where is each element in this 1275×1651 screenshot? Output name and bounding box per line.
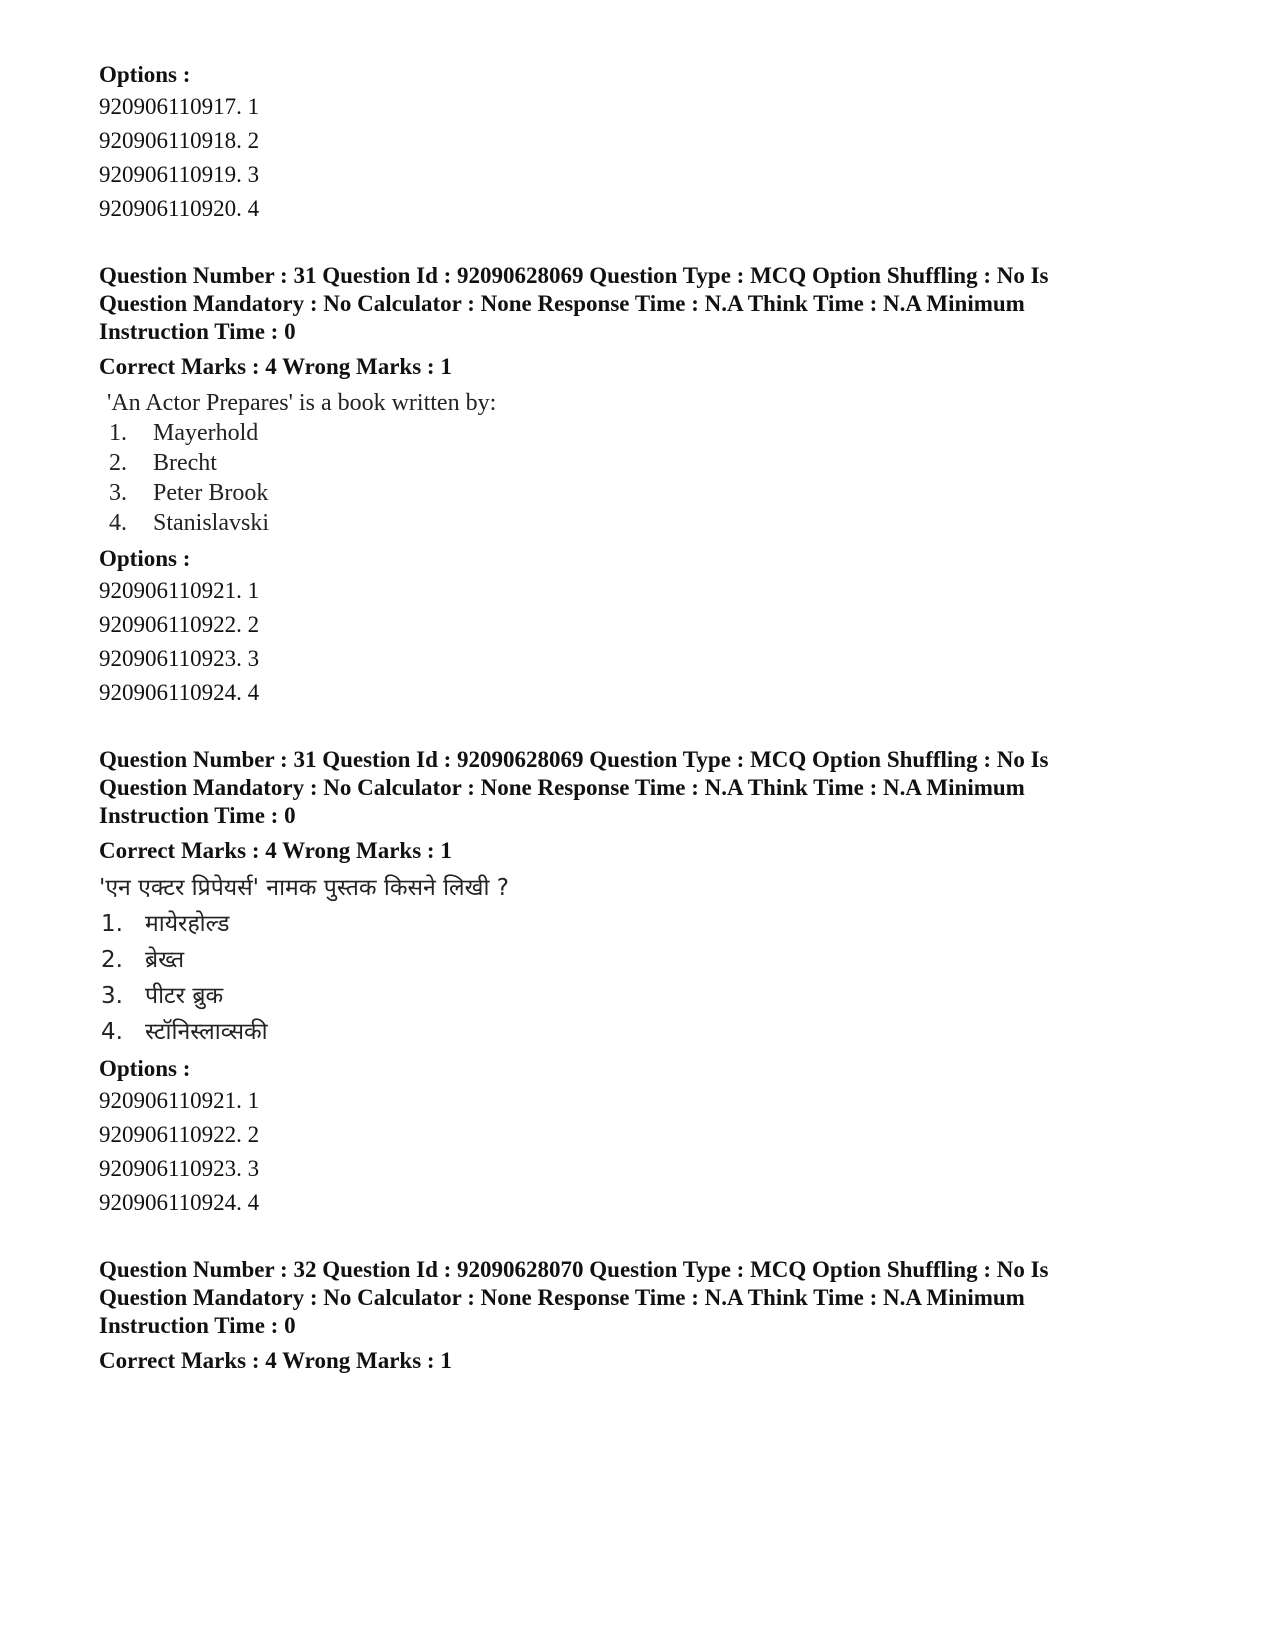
question-header	[99, 1256, 1179, 1340]
choice-item	[99, 978, 1179, 1014]
question-image-hi	[99, 870, 1179, 1050]
choice-text: ब्रेख्त	[145, 947, 185, 973]
choice-number: 4.	[101, 1019, 123, 1045]
question-image-en	[107, 388, 1179, 538]
question-stem: 'एन एक्टर प्रिपेयर्स' नामक पुस्तक किसने लिखी ?	[99, 875, 509, 901]
choice-text: Mayerhold	[153, 420, 259, 446]
option-line: 920906110922. 2	[99, 1122, 260, 1147]
question-header	[99, 262, 1179, 346]
choice-item	[107, 478, 1179, 508]
question-header-line: Question Number : 32 Question Id : 92090628070 Question Type : MCQ Option Shuffling : No Is	[99, 1257, 1049, 1282]
options-label: Options :	[99, 62, 191, 87]
choice-number: 1.	[101, 911, 123, 937]
choice-text: पीटर ब्रुक	[145, 983, 224, 1009]
option-line: 920906110917. 1	[99, 94, 260, 119]
question-header-line: Question Mandatory : No Calculator : None Response Time : N.A Think Time : N.A Minimum	[99, 775, 1025, 800]
options-label: Options :	[99, 546, 191, 571]
choice-item	[99, 942, 1179, 978]
choice-item	[107, 508, 1179, 538]
choice-item	[107, 448, 1179, 478]
option-line: 920906110921. 1	[99, 1088, 260, 1113]
option-line: 920906110921. 1	[99, 578, 260, 603]
choice-number: 3.	[101, 983, 123, 1009]
question-block-31-en	[99, 262, 1179, 710]
option-line: 920906110920. 4	[99, 196, 260, 221]
options-label: Options :	[99, 1056, 191, 1081]
question-block-32	[99, 1256, 1179, 1378]
option-line: 920906110919. 3	[99, 162, 260, 187]
option-line: 920906110923. 3	[99, 646, 260, 671]
option-line: 920906110918. 2	[99, 128, 260, 153]
option-line: 920906110923. 3	[99, 1156, 260, 1181]
document-page	[99, 60, 1179, 1378]
question-header-line: Question Number : 31 Question Id : 92090628069 Question Type : MCQ Option Shuffling : No Is	[99, 747, 1049, 772]
choice-item	[99, 1014, 1179, 1050]
marks-line: Correct Marks : 4 Wrong Marks : 1	[99, 838, 452, 863]
choice-text: स्टॉनिस्लाव्सकी	[145, 1019, 268, 1045]
choice-text: Brecht	[153, 450, 217, 476]
choice-item	[99, 906, 1179, 942]
option-line: 920906110924. 4	[99, 680, 260, 705]
option-line: 920906110922. 2	[99, 612, 260, 637]
question-header-line: Instruction Time : 0	[99, 319, 296, 344]
choice-number: 2.	[109, 450, 127, 476]
question-header	[99, 746, 1179, 830]
question-header-line: Question Number : 31 Question Id : 92090628069 Question Type : MCQ Option Shuffling : No Is	[99, 263, 1049, 288]
choice-item	[107, 418, 1179, 448]
marks-line: Correct Marks : 4 Wrong Marks : 1	[99, 354, 452, 379]
choice-text: Peter Brook	[153, 480, 269, 506]
choice-number: 4.	[109, 510, 127, 536]
question-stem: 'An Actor Prepares' is a book written by:	[107, 390, 497, 416]
question-header-line: Instruction Time : 0	[99, 1313, 296, 1338]
question-header-line: Question Mandatory : No Calculator : None Response Time : N.A Think Time : N.A Minimum	[99, 291, 1025, 316]
options-section-prev	[99, 60, 1179, 226]
option-line: 920906110924. 4	[99, 1190, 260, 1215]
choice-number: 2.	[101, 947, 123, 973]
choice-text: Stanislavski	[153, 510, 270, 536]
question-block-31-hi	[99, 746, 1179, 1220]
question-header-line: Question Mandatory : No Calculator : None Response Time : N.A Think Time : N.A Minimum	[99, 1285, 1025, 1310]
spacer	[99, 226, 1179, 262]
spacer	[99, 1220, 1179, 1256]
choice-number: 3.	[109, 480, 127, 506]
question-header-line: Instruction Time : 0	[99, 803, 296, 828]
choice-number: 1.	[109, 420, 127, 446]
choice-text: मायेरहोल्ड	[145, 911, 230, 937]
marks-line: Correct Marks : 4 Wrong Marks : 1	[99, 1348, 452, 1373]
spacer	[99, 710, 1179, 746]
